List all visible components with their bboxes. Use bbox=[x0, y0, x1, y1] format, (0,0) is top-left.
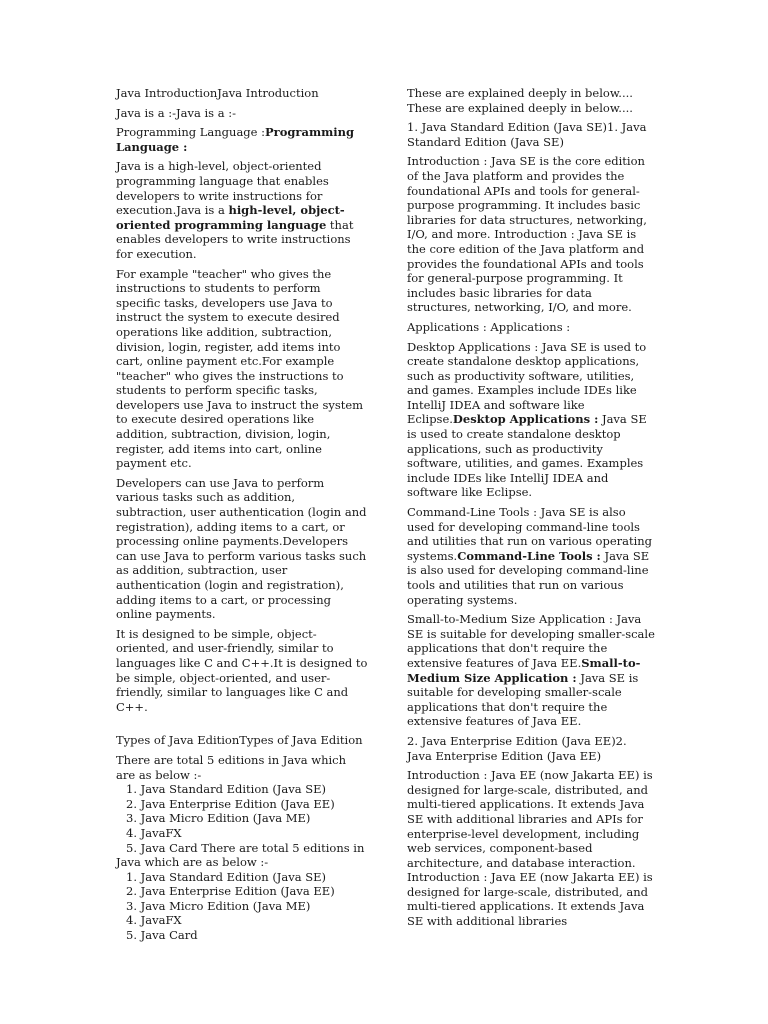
paragraph-high-level bbox=[116, 159, 368, 261]
programming-language-line bbox=[116, 125, 368, 154]
list-item: 2. Java Enterprise Edition (Java EE) bbox=[126, 796, 335, 811]
types-heading: Types of Java EditionTypes of Java Edition bbox=[116, 733, 363, 748]
right-column bbox=[407, 86, 655, 934]
ee-introduction: Introduction : Java EE (now Jakarta EE) is designed for large-scale, distributed, and multi-tiered applications. It extends Java SE with additional libraries and APIs for enterprise-level development, including web services, component-based architecture, and database interaction. Introduction : Java EE (now Jakarta EE) is designed for large-scale, distributed, and multi-tiered applications. It extends Java SE with additional libraries bbox=[407, 768, 653, 929]
list-item-last: 5. Java Card bbox=[126, 840, 198, 855]
list-item: 3. Java Micro Edition (Java ME) bbox=[126, 898, 311, 913]
p1-bold: high-level, object-oriented programming language bbox=[116, 203, 345, 232]
explained-line: These are explained deeply in below.... These are explained deeply in below.... bbox=[407, 86, 633, 115]
intro-heading: Java IntroductionJava Introduction bbox=[116, 86, 319, 100]
cli-bold: Command-Line Tools : bbox=[457, 548, 601, 563]
paragraph-developers-tasks: Developers can use Java to perform various tasks such as addition, subtraction, user authentication (login and registration), adding items to a cart, or processing online payments.Developers can use Java to perform various tasks such as addition, subtraction, user authentication (login and registration), adding items to a cart, or processing online payments. bbox=[116, 475, 367, 622]
list-item: 5. Java Card bbox=[126, 928, 198, 943]
se-heading: 1. Java Standard Edition (Java SE)1. Java Standard Edition (Java SE) bbox=[407, 120, 647, 149]
cli-text-b: Java SE is also used for developing command-line tools and utilities that run on various operating systems. bbox=[407, 548, 650, 607]
list-item: 3. Java Micro Edition (Java ME) bbox=[126, 811, 311, 826]
desktop-text-b: Java SE is used to create standalone desktop applications, such as productivity software, utilities, and games. Examples include IDEs like IntelliJ IDEA and software like Eclipse. bbox=[407, 412, 647, 500]
small-bold: Small-to-Medium Size Application : bbox=[407, 655, 641, 685]
desktop-text-a: Desktop Applications : Java SE is used to create standalone desktop applications, such as productivity software, utilities, and games. Examples include IDEs like IntelliJ IDEA and software like Eclipse. bbox=[407, 339, 647, 427]
list-item: 1. Java Standard Edition (Java SE) bbox=[126, 869, 327, 884]
se-introduction: Introduction : Java SE is the core edition of the Java platform and provides the foundational APIs and tools for general-purpose programming. It includes basic libraries for data structures, networking, I/O, and more. Introduction : Java SE is the core edition of the Java platform and provides the foundational APIs and tools for general-purpose programming. It includes basic libraries for data structures, networking, I/O, and more. bbox=[407, 154, 647, 315]
small-text-b: Java SE is suitable for developing smaller-scale applications that don't require the extensive features of Java EE. bbox=[407, 670, 639, 729]
cli-text-a: Command-Line Tools : Java SE is also used for developing command-line tools and utilities that run on various operating systems. bbox=[407, 505, 653, 563]
desktop-bold: Desktop Applications : bbox=[452, 412, 599, 427]
prog-lang-text: Programming Language : bbox=[116, 125, 266, 140]
command-line-tools bbox=[407, 505, 655, 607]
small-medium-application bbox=[407, 612, 655, 729]
list-item: 1. Java Standard Edition (Java SE) bbox=[126, 782, 327, 797]
p1-text-b: that enables developers to write instructions for execution. bbox=[116, 217, 354, 261]
section-gap bbox=[116, 719, 368, 733]
ee-heading: 2. Java Enterprise Edition (Java EE)2. Java Enterprise Edition (Java EE) bbox=[407, 733, 627, 763]
list-item: 2. Java Enterprise Edition (Java EE) bbox=[126, 884, 335, 899]
prog-lang-bold: Programming Language : bbox=[116, 125, 355, 154]
java-is-line: Java is a :-Java is a :- bbox=[116, 105, 236, 120]
paragraph-designed-simple: It is designed to be simple, object-oriented, and user-friendly, similar to languages like C and C++.It is designed to be simple, object-oriented, and user-friendly, similar to languages like C and C++. bbox=[116, 626, 368, 714]
list-item: 4. JavaFX bbox=[126, 825, 182, 840]
list-tail-text: There are total 5 editions in Java which are as below :- bbox=[116, 840, 365, 870]
total-editions-line: There are total 5 editions in Java which are as below :- bbox=[116, 752, 347, 782]
small-text-a: Small-to-Medium Size Application : Java SE is suitable for developing smaller-scale applications that don't require the extensive features of Java EE. bbox=[407, 612, 655, 670]
p1-text-a: Java is a high-level, object-oriented programming language that enables developers to write instructions for execution.Java is a bbox=[116, 159, 329, 218]
editions-list-1 bbox=[116, 782, 368, 870]
applications-line: Applications : Applications : bbox=[407, 319, 571, 334]
desktop-applications bbox=[407, 340, 655, 501]
list-item: 4. JavaFX bbox=[126, 913, 182, 928]
left-column bbox=[116, 86, 368, 943]
editions-list-2 bbox=[116, 870, 368, 943]
paragraph-teacher-example: For example "teacher" who gives the instructions to students to perform specific tasks, developers use Java to instruct the system to execute desired operations like addition, subtraction, division, login, register, add items into cart, online payment etc.For example "teacher" who gives the instructions to students to perform specific tasks, developers use Java to instruct the system to execute desired operations like addition, subtraction, division, login, register, add items into cart, online payment etc. bbox=[116, 266, 364, 471]
list-item-wrap bbox=[116, 841, 368, 870]
